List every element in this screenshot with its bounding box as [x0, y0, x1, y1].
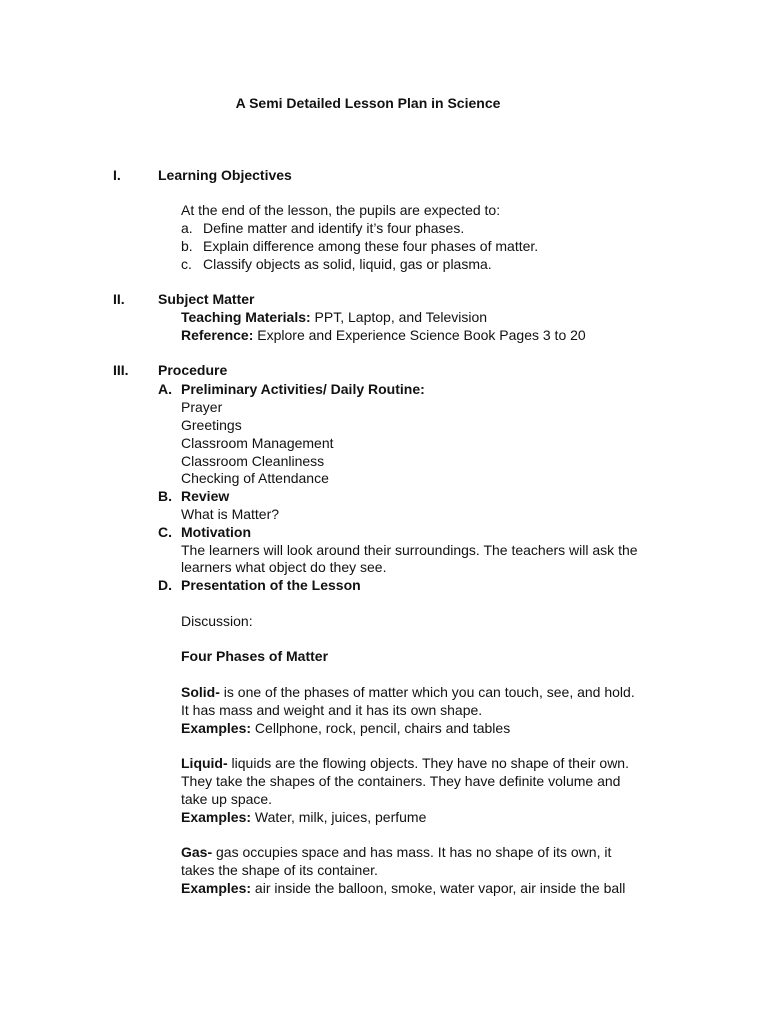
section-number: III.	[113, 362, 129, 378]
subsection-heading-motivation: Motivation	[181, 524, 251, 540]
solid-text: It has mass and weight and it has its own shape.	[181, 702, 483, 718]
liquid-examples	[181, 808, 426, 826]
subsection-heading-preliminary: Preliminary Activities/ Daily Routine:	[181, 381, 425, 397]
solid-text: is one of the phases of matter which you can touch, see, and hold.	[219, 684, 635, 700]
solid-examples	[181, 719, 510, 737]
motivation-text: learners what object do they see.	[181, 559, 387, 575]
list-item-letter: c.	[181, 256, 192, 272]
examples-text: Water, milk, juices, perfume	[251, 809, 427, 825]
gas-text: gas occupies space and has mass. It has no shape of its own, it	[212, 844, 612, 860]
review-text: What is Matter?	[181, 506, 280, 522]
routine-item: Greetings	[181, 417, 242, 433]
subsection-letter: A.	[158, 381, 172, 397]
subsection-heading-presentation: Presentation of the Lesson	[181, 577, 361, 593]
examples-text: Cellphone, rock, pencil, chairs and tables	[251, 720, 511, 736]
routine-item: Checking of Attendance	[181, 470, 329, 486]
list-item	[181, 255, 492, 273]
motivation-text: The learners will look around their surroundings. The teachers will ask the	[181, 542, 638, 558]
reference-value: Explore and Experience Science Book Pages 3 to 20	[253, 327, 586, 343]
liquid-label: Liquid-	[181, 755, 228, 771]
liquid-text: They take the shapes of the containers. They have definite volume and	[181, 773, 621, 789]
section-heading-subject: Subject Matter	[158, 291, 255, 307]
reference-label: Reference:	[181, 327, 254, 343]
phases-heading: Four Phases of Matter	[181, 648, 329, 664]
liquid-text: take up space.	[181, 791, 273, 807]
section-number: II.	[113, 291, 125, 307]
subsection-heading-review: Review	[181, 488, 230, 504]
page-title: A Semi Detailed Lesson Plan in Science	[235, 95, 501, 111]
gas-definition	[181, 843, 611, 861]
subsection-letter: C.	[158, 524, 172, 540]
section-heading-procedure: Procedure	[158, 362, 228, 378]
section-number: I.	[113, 167, 121, 183]
solid-label: Solid-	[181, 684, 220, 700]
reference	[181, 326, 586, 344]
subsection-letter: D.	[158, 577, 172, 593]
list-item-text: Classify objects as solid, liquid, gas or plasma.	[203, 256, 492, 272]
liquid-definition	[181, 754, 629, 772]
examples-text: air inside the balloon, smoke, water vapor, air inside the ball	[251, 880, 626, 896]
examples-label: Examples:	[181, 720, 252, 736]
teaching-materials	[181, 308, 487, 326]
routine-item: Prayer	[181, 399, 223, 415]
teaching-materials-value: PPT, Laptop, and Television	[310, 309, 488, 325]
gas-label: Gas-	[181, 844, 213, 860]
examples-label: Examples:	[181, 880, 252, 896]
gas-examples	[181, 879, 625, 897]
list-item-text: Explain difference among these four phases of matter.	[203, 238, 539, 254]
objectives-intro: At the end of the lesson, the pupils are expected to:	[181, 202, 501, 218]
examples-label: Examples:	[181, 809, 252, 825]
solid-definition	[181, 683, 635, 701]
liquid-text: liquids are the flowing objects. They have no shape of their own.	[227, 755, 629, 771]
list-item-letter: b.	[181, 238, 193, 254]
routine-item: Classroom Cleanliness	[181, 453, 325, 469]
gas-text: takes the shape of its container.	[181, 862, 378, 878]
list-item	[181, 237, 538, 255]
subsection-letter: B.	[158, 488, 172, 504]
teaching-materials-label: Teaching Materials:	[181, 309, 311, 325]
discussion-label: Discussion:	[181, 613, 253, 629]
routine-item: Classroom Management	[181, 435, 334, 451]
list-item	[181, 219, 464, 237]
section-heading-objectives: Learning Objectives	[158, 167, 292, 183]
list-item-letter: a.	[181, 220, 193, 236]
list-item-text: Define matter and identify it’s four phases.	[203, 220, 465, 236]
